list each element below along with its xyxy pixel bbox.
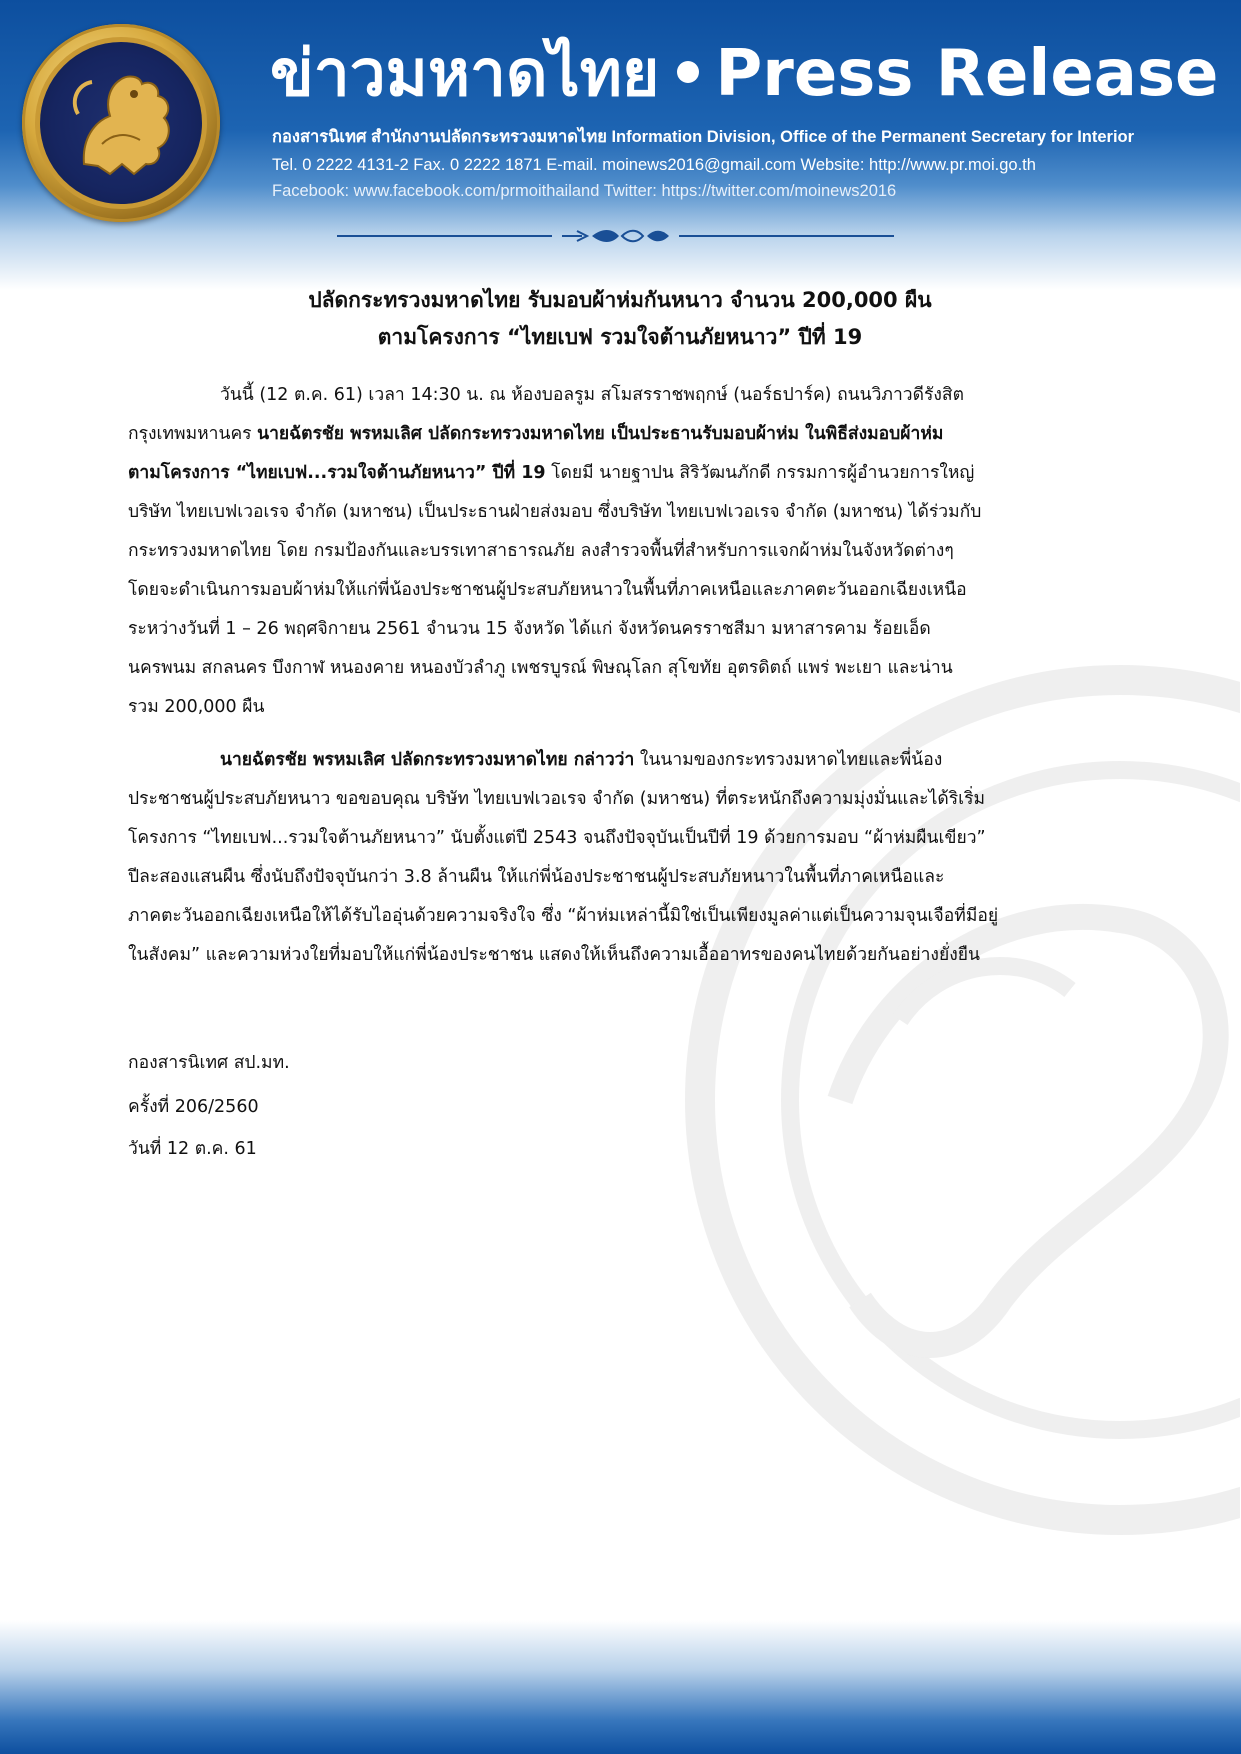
para1-line-7: ระหว่างวันที่ 1 – 26 พฤศจิกายน 2561 จำนวน 15 จังหวัด ได้แก่ จังหวัดนครราชสีมา มหาสารคาม ร้อยเอ็ด xyxy=(128,619,931,639)
para1-line-9: รวม 200,000 ผืน xyxy=(128,697,265,717)
para1-line-8: นครพนม สกลนคร บึงกาฬ หนองคาย หนองบัวลำภู เพชรบูรณ์ พิษณุโลก สุโขทัย อุตรดิตถ์ แพร่ พะเยา และน่าน xyxy=(128,658,953,678)
para2-line-5: ภาคตะวันออกเฉียงเหนือให้ได้รับไออุ่นด้วยความจริงใจ ซึ่ง “ผ้าห่มเหล่านี้มิใช่เป็นเพียงมูลค่าแต่เป็นความจุนเจือที่มีอยู่ xyxy=(128,906,999,926)
signature-date: วันที่ 12 ต.ค. 61 xyxy=(128,1139,257,1159)
ornamental-divider xyxy=(337,226,894,246)
para1-line-4: บริษัท ไทยเบฟเวอเรจ จำกัด (มหาชน) เป็นประธานฝ่ายส่งมอบ ซึ่งบริษัท ไทยเบฟเวอเรจ จำกัด (มหาชน) ได้ร่วมกับ xyxy=(128,502,982,522)
ministry-seal-logo xyxy=(22,24,220,222)
title-thai: ข่าวมหาดไทย xyxy=(270,37,660,111)
title-bullet xyxy=(677,61,699,83)
para1-line-5: กระทรวงมหาดไทย โดย กรมป้องกันและบรรเทาสาธารณภัย ลงสำรวจพื้นที่สำหรับการแจกผ้าห่มในจังหวัดต่างๆ xyxy=(128,541,954,561)
para1-line-2: กรุงเทพมหานคร นายฉัตรชัย พรหมเลิศ ปลัดกระทรวงมหาดไทย เป็นประธานรับมอบผ้าห่ม ในพิธีส่งมอบผ้าห่ม xyxy=(128,424,944,444)
para2-line-4: ปีละสองแสนผืน ซึ่งนับถึงปัจจุบันกว่า 3.8 ล้านผืน ให้แก่พี่น้องประชาชนผู้ประสบภัยหนาวในพื้นที่ภาคเหนือและ xyxy=(128,867,945,887)
title-english: Press Release xyxy=(715,37,1219,111)
para2-line-6: ในสังคม” และความห่วงใยที่มอบให้แก่พี่น้องประชาชน แสดงให้เห็นถึงความเอื้ออาทรของคนไทยด้วยกันอย่างยั่งยืน xyxy=(128,945,980,965)
footer-banner xyxy=(0,1620,1241,1754)
headline-line-2: ตามโครงการ “ไทยเบฟ รวมใจต้านภัยหนาว” ปีที่ 19 xyxy=(377,325,863,349)
para1-line-3: ตามโครงการ “ไทยเบฟ...รวมใจต้านภัยหนาว” ปีที่ 19 โดยมี นายฐาปน สิริวัฒนภักดี กรรมการผู้อำนวยการใหญ่ xyxy=(128,463,975,483)
social-line: Facebook: www.facebook.com/prmoithailand Twitter: https://twitter.com/moinews2016 xyxy=(272,182,897,200)
para1-line-1: วันนี้ (12 ต.ค. 61) เวลา 14:30 น. ณ ห้องบอลรูม สโมสรราชพฤกษ์ (นอร์ธปาร์ค) ถนนวิภาวดีรังสิต xyxy=(220,385,964,405)
para1-line-6: โดยจะดำเนินการมอบผ้าห่มให้แก่พี่น้องประชาชนผู้ประสบภัยหนาวในพื้นที่ภาคเหนือและภาคตะวันออกเฉียงเหนือ xyxy=(128,580,967,600)
para2-line-3: โครงการ “ไทยเบฟ...รวมใจต้านภัยหนาว” นับตั้งแต่ปี 2543 จนถึงปัจจุบันเป็นปีที่ 19 ด้วยการมอบ “ผ้าห่มผืนเขียว” xyxy=(128,828,986,848)
signature-office: กองสารนิเทศ สป.มท. xyxy=(128,1053,290,1073)
signature-number: ครั้งที่ 206/2560 xyxy=(128,1097,259,1117)
organization-line: กองสารนิเทศ สำนักงานปลัดกระทรวงมหาดไทย Information Division, Office of the Permanent Secretary for Interior xyxy=(272,128,1135,146)
press-release-title xyxy=(270,34,1218,114)
headline-line-1: ปลัดกระทรวงมหาดไทย รับมอบผ้าห่มกันหนาว จำนวน 200,000 ผืน xyxy=(308,288,932,312)
contact-line: Tel. 0 2222 4131-2 Fax. 0 2222 1871 E-mail. moinews2016@gmail.com Website: http://www.pr.moi.go.th xyxy=(272,156,1036,174)
para2-line-2: ประชาชนผู้ประสบภัยหนาว ขอขอบคุณ บริษัท ไทยเบฟเวอเรจ จำกัด (มหาชน) ที่ตระหนักถึงความมุ่งมั่นและได้ริเริ่ม xyxy=(128,789,986,809)
para2-line-1: นายฉัตรชัย พรหมเลิศ ปลัดกระทรวงมหาดไทย กล่าวว่า ในนามของกระทรวงมหาดไทยและพี่น้อง xyxy=(220,750,943,770)
